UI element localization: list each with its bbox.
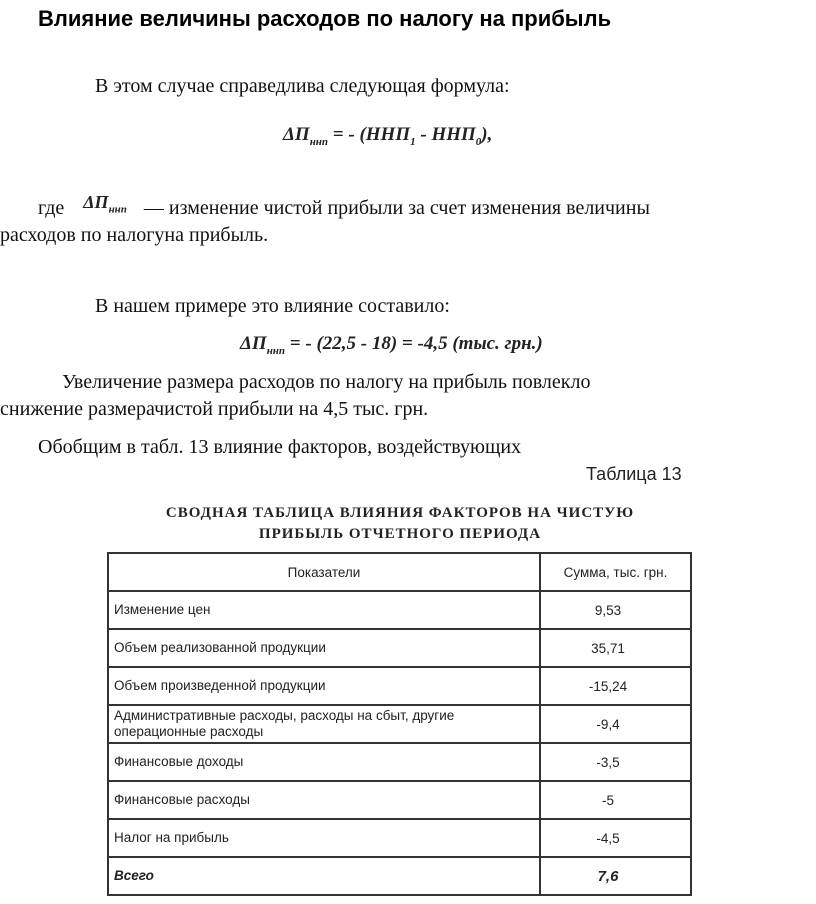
formula-sub-a: 1 xyxy=(410,135,416,148)
table-row xyxy=(108,781,691,819)
row-name: Налог на прибыль xyxy=(108,819,540,857)
row-name: Административные расходы, расходы на сбыт, другие операционные расходы xyxy=(108,705,540,743)
conclusion-line-1: Увеличение размера расходов по налогу на прибыль повлекло xyxy=(62,371,591,393)
total-value: 7,6 xyxy=(540,857,691,895)
row-name: Изменение цен xyxy=(108,591,540,629)
formula-lhs: ΔП xyxy=(283,124,310,145)
table-heading-line-2: ПРИБЫЛЬ ОТЧЕТНОГО ПЕРИОДА xyxy=(258,526,542,542)
intro-paragraph: В этом случае справедлива следующая формула: xyxy=(95,75,510,97)
row-name: Финансовые расходы xyxy=(108,781,540,819)
formula2-lhs-sub: ннп xyxy=(266,344,286,357)
row-name: Объем реализованной продукции xyxy=(108,629,540,667)
table-row xyxy=(108,705,691,743)
row-value: -15,24 xyxy=(540,667,691,705)
where-text-2: расходов по налогуна прибыль. xyxy=(0,224,269,246)
example-paragraph: В нашем примере это влияние составило: xyxy=(95,295,450,317)
formula-lhs-sub: ннп xyxy=(309,135,329,148)
row-value: -5 xyxy=(540,781,691,819)
header-amount: Сумма, тыс. грн. xyxy=(540,553,691,591)
page-title: Влияние величины расходов по налогу на прибыль xyxy=(38,6,612,31)
formula-rhs-b: - ННП xyxy=(415,124,476,145)
table-heading xyxy=(140,503,660,545)
table-row-total xyxy=(108,857,691,895)
formula-net-profit-change xyxy=(283,124,492,148)
total-name: Всего xyxy=(108,857,540,895)
row-value: 9,53 xyxy=(540,591,691,629)
row-value: -3,5 xyxy=(540,743,691,781)
where-symbol-sub: ннп xyxy=(108,203,127,216)
row-name: Объем произведенной продукции xyxy=(108,667,540,705)
where-symbol-main: ΔП xyxy=(83,192,109,212)
table-heading-line-1: СВОДНАЯ ТАБЛИЦА ВЛИЯНИЯ ФАКТОРОВ НА ЧИСТУЮ xyxy=(165,505,635,521)
where-word: где xyxy=(38,197,65,219)
table-row xyxy=(108,743,691,781)
table-row xyxy=(108,819,691,857)
formula-example xyxy=(240,333,543,357)
header-indicators: Показатели xyxy=(108,553,540,591)
table-row xyxy=(108,667,691,705)
formula-sub-b: 0 xyxy=(475,135,482,148)
row-value: -4,5 xyxy=(540,819,691,857)
table-row xyxy=(108,629,691,667)
conclusion-line-2: снижение размерачистой прибыли на 4,5 тыс. грн. xyxy=(0,398,429,420)
table-row xyxy=(108,591,691,629)
summary-paragraph: Обобщим в табл. 13 влияние факторов, воздействующих xyxy=(38,436,522,458)
where-symbol xyxy=(83,189,127,223)
row-value: 35,71 xyxy=(540,629,691,667)
formula2-rhs: = - (22,5 - 18) = -4,5 (тыс. грн.) xyxy=(285,333,543,354)
formula-rhs-a: = - (ННП xyxy=(328,124,411,145)
row-value: -9,4 xyxy=(540,705,691,743)
table-header-row xyxy=(108,553,691,591)
table-caption: Таблица 13 xyxy=(586,464,682,484)
formula-rhs-c: ), xyxy=(481,124,493,145)
factors-table xyxy=(107,552,692,896)
formula2-lhs: ΔП xyxy=(240,333,267,354)
where-text-1: — изменение чистой прибыли за счет изменения величины xyxy=(143,197,650,219)
row-name: Финансовые доходы xyxy=(108,743,540,781)
